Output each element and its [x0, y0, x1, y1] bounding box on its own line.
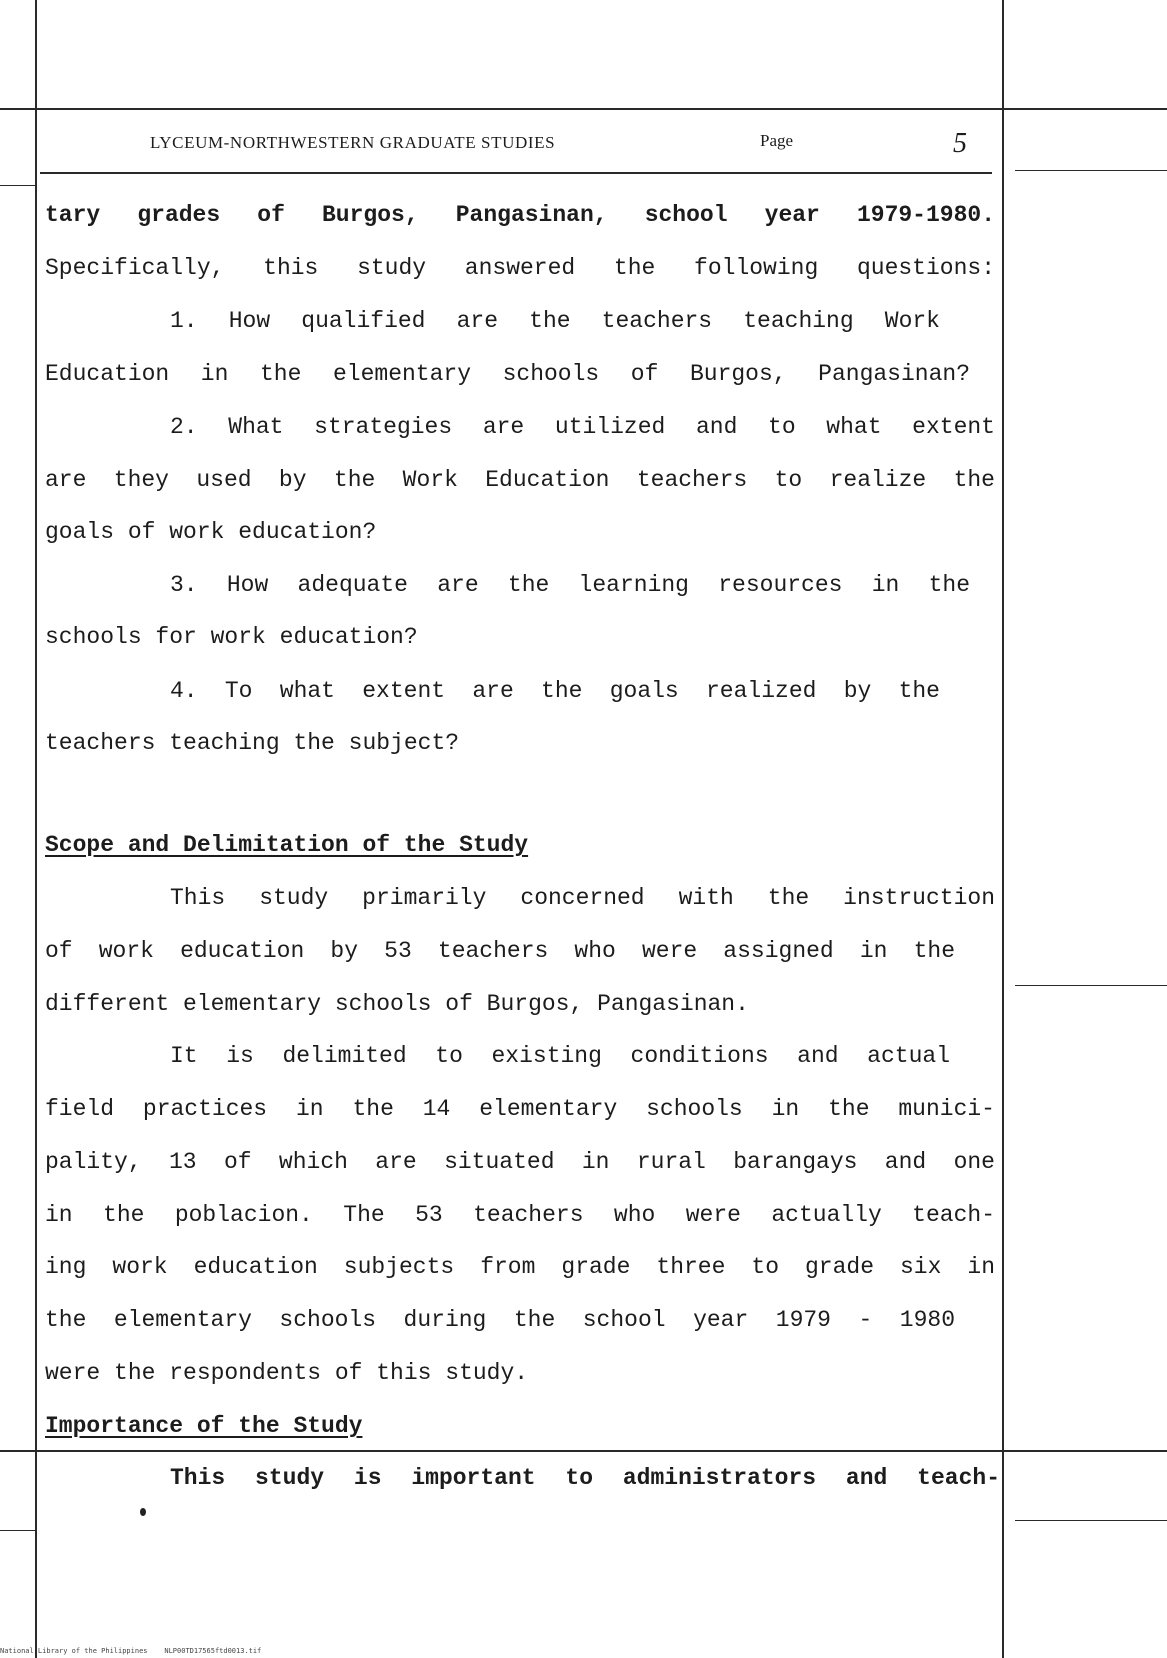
body-line: This study primarily concerned with the instruction	[170, 885, 995, 911]
question-2: 2. What strategies are utilized and to what extent	[170, 414, 995, 440]
body-line: teachers teaching the subject?	[45, 730, 460, 756]
body-line: pality, 13 of which are situated in rural barangays and one	[45, 1149, 995, 1175]
body-line: Education in the elementary schools of Burgos, Pangasinan?	[45, 361, 970, 387]
page-number: 5	[953, 128, 967, 159]
body-line: the elementary schools during the school year 1979 - 1980	[45, 1307, 955, 1333]
body-line: are they used by the Work Education teachers to realize the	[45, 467, 995, 493]
right-margin-tick	[1015, 985, 1167, 986]
body-line: ing work education subjects from grade three to grade six in	[45, 1254, 995, 1280]
body-line: in the poblacion. The 53 teachers who were actually teach-	[45, 1202, 995, 1228]
footer-source: National Library of the Philippines	[0, 1647, 148, 1655]
question-4: 4. To what extent are the goals realized by the	[170, 678, 940, 704]
body-line: were the respondents of this study.	[45, 1360, 529, 1386]
top-rule	[0, 108, 1167, 110]
question-3: 3. How adequate are the learning resources in the	[170, 572, 970, 598]
body-line: field practices in the 14 elementary schools in the munici-	[45, 1096, 995, 1122]
body-line: goals of work education?	[45, 519, 377, 545]
header-underline	[40, 172, 992, 174]
section-heading-scope: Scope and Delimitation of the Study	[45, 832, 529, 858]
right-margin-tick	[1015, 170, 1167, 171]
section-heading-importance: Importance of the Study	[45, 1413, 363, 1439]
left-margin-tick	[0, 185, 35, 186]
body-line: This study is important to administrators and teach-	[170, 1465, 1000, 1491]
body-line: It is delimited to existing conditions and actual	[170, 1043, 950, 1069]
left-border	[35, 0, 37, 1658]
scan-footer	[0, 1647, 261, 1655]
body-line: tary grades of Burgos, Pangasinan, school year 1979-1980.	[45, 202, 995, 228]
right-border	[1002, 0, 1004, 1658]
stray-mark	[140, 1508, 146, 1516]
question-1: 1. How qualified are the teachers teaching Work	[170, 308, 940, 334]
body-line: schools for work education?	[45, 624, 418, 650]
body-line: different elementary schools of Burgos, Pangasinan.	[45, 991, 749, 1017]
bottom-rule	[0, 1450, 1167, 1452]
page-label: Page	[760, 131, 794, 150]
footer-file: NLP00TD17565ftd0013.tif	[164, 1647, 262, 1655]
left-margin-tick	[0, 1530, 35, 1531]
right-margin-tick	[1015, 1520, 1167, 1521]
running-header: LYCEUM-NORTHWESTERN GRADUATE STUDIES	[150, 133, 556, 152]
body-line: Specifically, this study answered the following questions:	[45, 255, 995, 281]
body-line: of work education by 53 teachers who were assigned in the	[45, 938, 955, 964]
